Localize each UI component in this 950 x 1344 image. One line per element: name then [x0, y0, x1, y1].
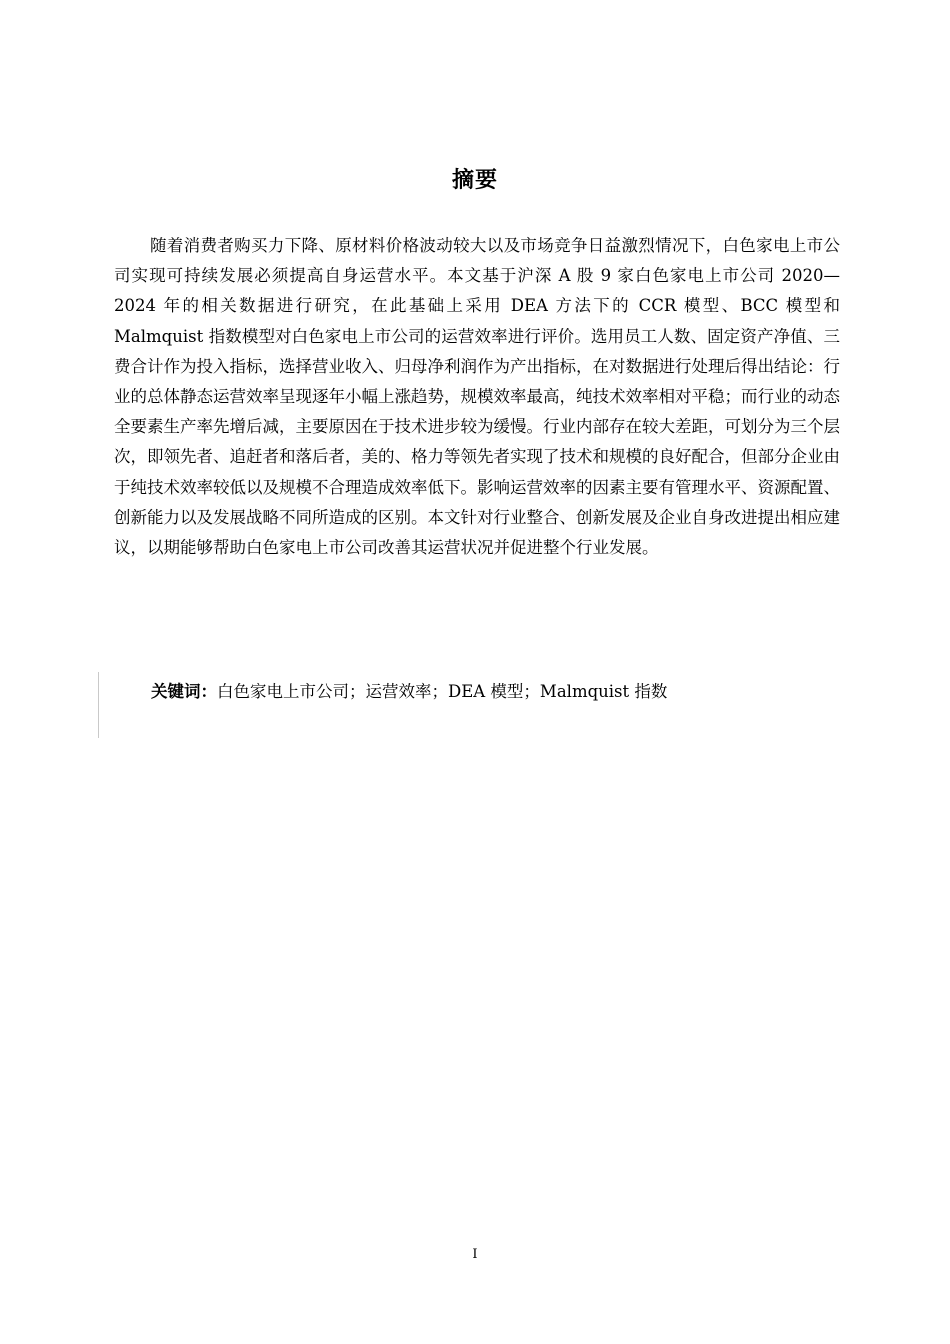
keywords-label: 关键词： — [151, 682, 217, 701]
abstract-body: 随着消费者购买力下降、原材料价格波动较大以及市场竞争日益激烈情况下，白色家电上市公司实现可持续发展必须提高自身运营水平。本文基于沪深 A 股 9 家白色家电上市公司 2020—2024 年的相关数据进行研究，在此基础上采用 DEA 方法下的 CCR 模型、BCC 模型和 Malmquist 指数模型对白色家电上市公司的运营效率进行评价。选用员工人数、固定资产净值、三费合计作为投入指标，选择营业收入、归母净利润作为产出指标，在对数据进行处理后得出结论：行业的总体静态运营效率呈现逐年小幅上涨趋势，规模效率最高，纯技术效率相对平稳；而行业的动态全要素生产率先增后减，主要原因在于技术进步较为缓慢。行业内部存在较大差距，可划分为三个层次，即领先者、追赶者和落后者，美的、格力等领先者实现了技术和规模的良好配合，但部分企业由于纯技术效率较低以及规模不合理造成效率低下。影响运营效率的因素主要有管理水平、资源配置、创新能力以及发展战略不同所造成的区别。本文针对行业整合、创新发展及企业自身改进提出相应建议，以期能够帮助白色家电上市公司改善其运营状况并促进整个行业发展。 — [114, 236, 840, 558]
page-number: I — [472, 1247, 478, 1262]
keywords-value: 白色家电上市公司；运营效率；DEA 模型；Malmquist 指数 — [217, 682, 668, 701]
text-cursor-line — [98, 672, 99, 738]
keywords-line — [151, 677, 841, 707]
abstract-title: 摘要 — [451, 168, 498, 193]
